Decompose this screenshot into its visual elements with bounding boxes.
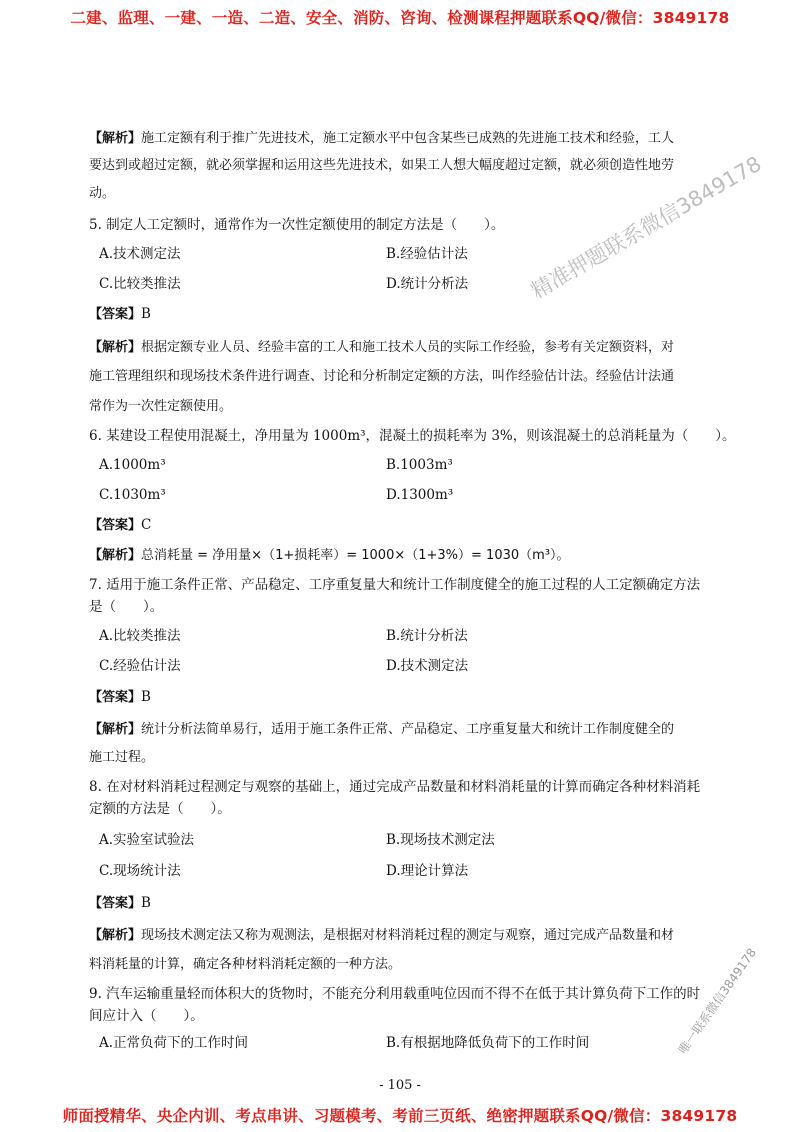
q7-analysis-line: 【解析】统计分析法简单易行，适用于施工条件正常、产品稳定、工序重复量大和统计工作制度健全的 (89, 722, 675, 737)
q8-option-c: C.现场统计法 (99, 863, 181, 879)
question-8-stem: 8. 在对材料消耗过程测定与观察的基础上，通过完成产品数量和材料消耗量的计算而确定各种材料消耗 (89, 779, 701, 795)
q8-answer: 【答案】B (89, 895, 151, 911)
question-5-stem: 5. 制定人工定额时，通常作为一次性定额使用的制定方法是（ ）。 (89, 217, 505, 233)
question-6-stem: 6. 某建设工程使用混凝土，净用量为 1000m³，混凝土的损耗率为 3%，则该混凝土的总消耗量为（ ）。 (89, 428, 736, 444)
q5-analysis-line: 常作为一次性定额使用。 (89, 399, 233, 414)
q7-option-b: B.统计分析法 (386, 628, 468, 644)
q6-option-c: C.1030m³ (99, 487, 166, 503)
question-7-stem: 7. 适用于施工条件正常、产品稳定、工序重复量大和统计工作制度健全的施工过程的人工定额确定方法 (89, 577, 701, 593)
q5-option-b: B.经验估计法 (386, 246, 468, 262)
page-number: - 105 - (379, 1078, 421, 1093)
q6-option-b: B.1003m³ (386, 457, 453, 473)
q6-option-d: D.1300m³ (386, 487, 454, 503)
q9-option-b: B.有根据地降低负荷下的工作时间 (386, 1035, 590, 1051)
q8-analysis-line: 料消耗量的计算，确定各种材料消耗定额的一种方法。 (89, 957, 402, 972)
q7-analysis-line: 施工过程。 (89, 750, 155, 765)
q7-answer: 【答案】B (89, 689, 151, 705)
q5-option-d: D.统计分析法 (386, 276, 469, 292)
q8-option-a: A.实验室试验法 (99, 832, 195, 848)
q5-analysis-line: 【解析】根据定额专业人员、经验丰富的工人和施工技术人员的实际工作经验，参考有关定额资料，对 (89, 340, 675, 355)
q5-option-a: A.技术测定法 (99, 246, 181, 262)
q8-option-d: D.理论计算法 (386, 863, 469, 879)
q9-option-a: A.正常负荷下的工作时间 (99, 1035, 249, 1051)
q7-option-c: C.经验估计法 (99, 658, 181, 674)
analysis-line: 要达到或超过定额，就必须掌握和运用这些先进技术，如果工人想大幅度超过定额，就必须创造性地劳 (89, 158, 675, 173)
q5-analysis-line: 施工管理组织和现场技术条件进行调查、讨论和分析制定定额的方法，叫作经验估计法。经验估计法通 (89, 369, 675, 384)
q8-option-b: B.现场技术测定法 (386, 832, 495, 848)
question-7-stem: 是（ ）。 (89, 599, 164, 615)
q5-answer: 【答案】B (89, 306, 151, 322)
q7-option-a: A.比较类推法 (99, 628, 181, 644)
q6-answer: 【答案】C (89, 517, 152, 533)
question-8-stem: 定额的方法是（ ）。 (89, 801, 231, 817)
question-9-stem: 间应计入（ ）。 (89, 1008, 204, 1024)
question-9-stem: 9. 汽车运输重量轻而体积大的货物时，不能充分利用载重吨位因而不得不在低于其计算负荷下工作的时 (89, 986, 701, 1002)
q8-analysis-line: 【解析】现场技术测定法又称为观测法，是根据对材料消耗过程的测定与观察，通过完成产品数量和材 (89, 928, 675, 943)
q6-option-a: A.1000m³ (99, 457, 166, 473)
analysis-tag: 【解析】 (89, 131, 142, 146)
q7-option-d: D.技术测定法 (386, 658, 469, 674)
analysis-line: 【解析】施工定额有利于推广先进技术，施工定额水平中包含某些已成熟的先进施工技术和经验，工人 (89, 131, 675, 146)
q6-analysis-line: 【解析】总消耗量 = 净用量×（1+损耗率）= 1000×（1+3%）= 1030（m³）。 (89, 548, 570, 563)
analysis-line: 动。 (89, 186, 116, 201)
corner-watermark: 唯一联系微信3849178 (675, 945, 760, 1057)
top-banner: 二建、监理、一建、一造、二造、安全、消防、咨询、检测课程押题联系QQ/微信：3849178 (70, 9, 730, 27)
q5-option-c: C.比较类推法 (99, 276, 181, 292)
bottom-banner: 师面授精华、央企内训、考点串讲、习题模考、考前三页纸、绝密押题联系QQ/微信：3849178 (62, 1107, 738, 1125)
diagonal-watermark: 精准押题联系微信3849178 (527, 151, 766, 304)
